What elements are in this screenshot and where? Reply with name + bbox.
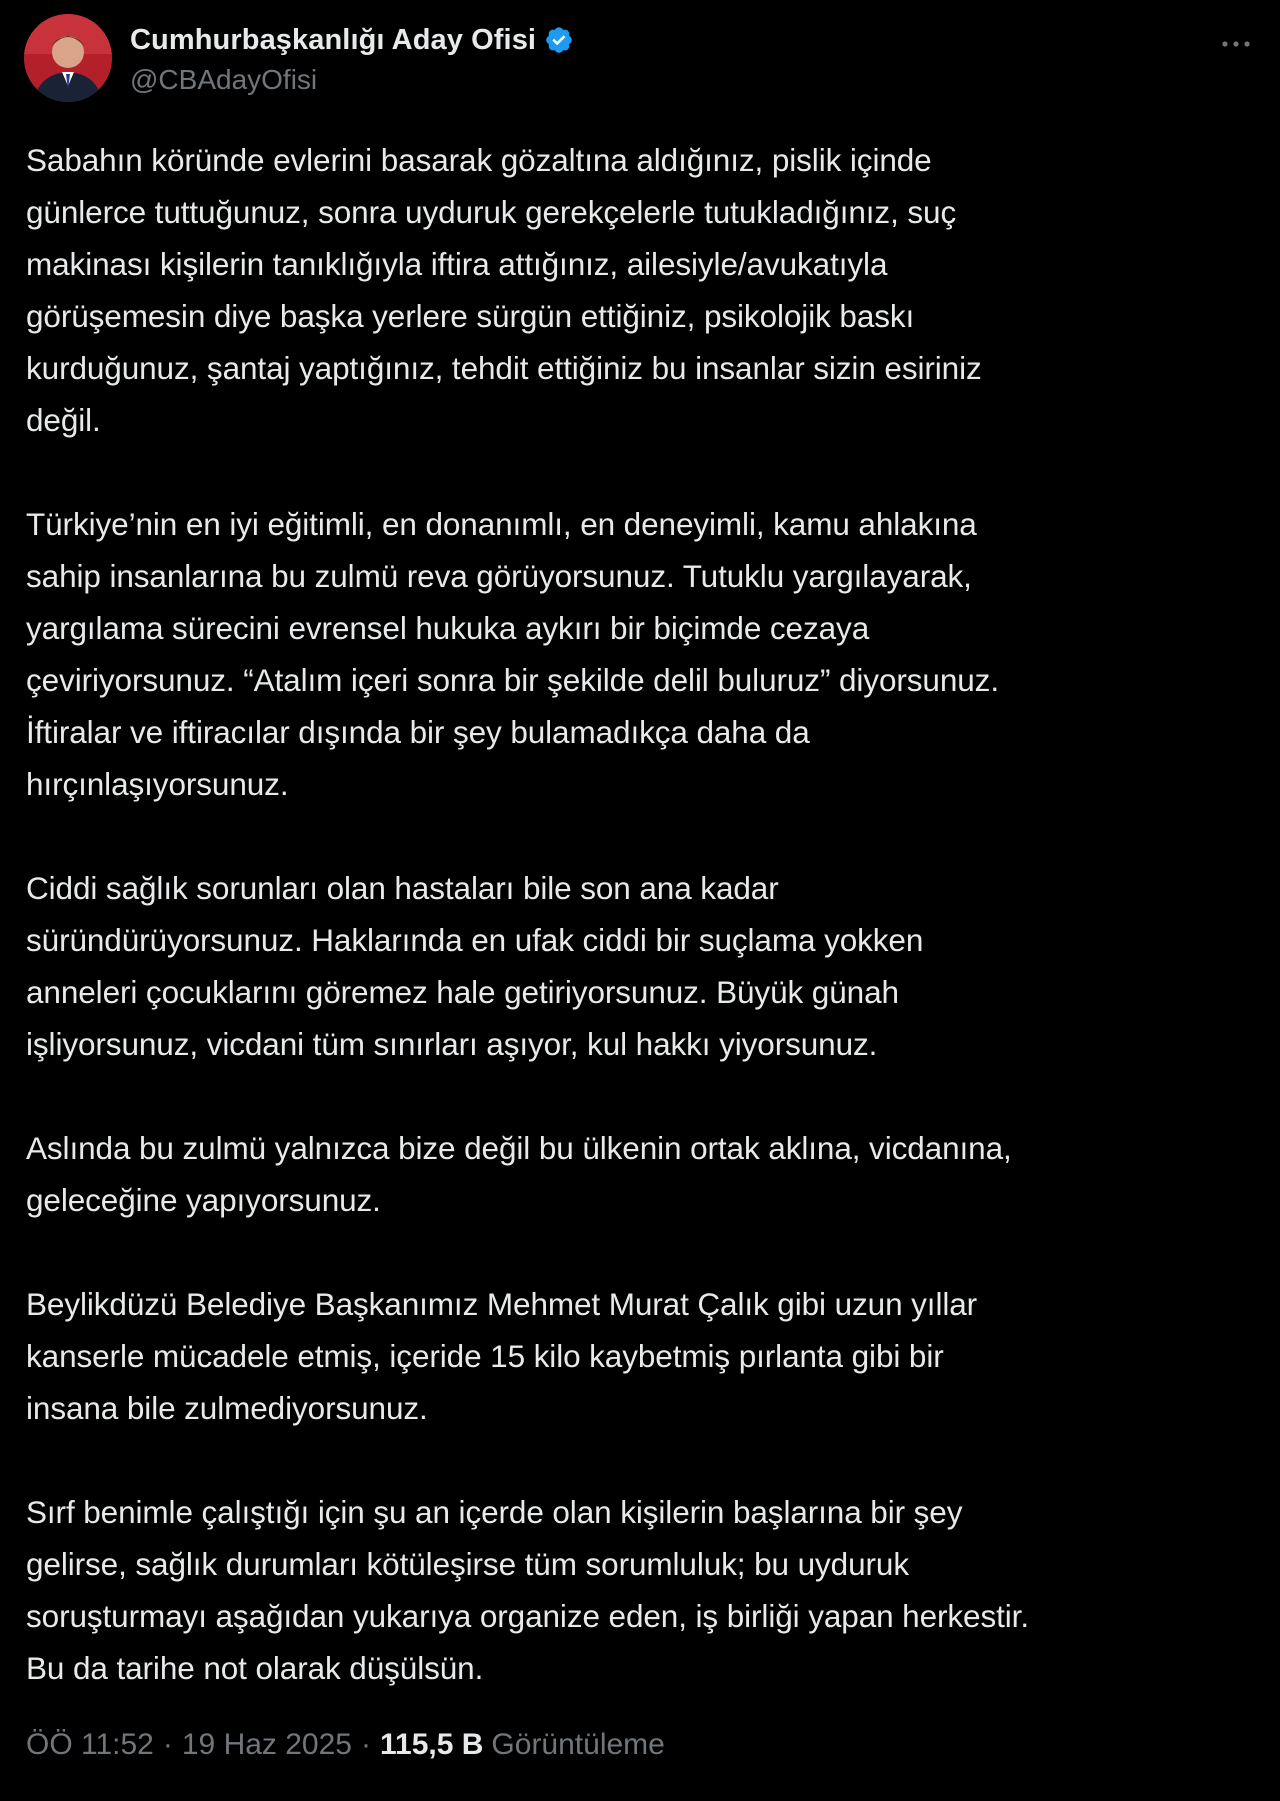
- tweet-paragraph: Sırf benimle çalıştığı için şu an içerde olan kişilerin başlarına bir şey gelirse, sağlık durumları kötüleşirse tüm sorumluluk; bu uyduruk soruşturmayı aşağıdan yukarıya organize eden, iş birliği yapan herkestir. Bu da tarihe not olarak düşülsün.: [26, 1494, 1029, 1686]
- tweet-paragraph: Sabahın köründe evlerini basarak gözaltına aldığınız, pislik içinde günlerce tuttuğunuz, sonra uyduruk gerekçelerle tutukladığınız, suç makinası kişilerin tanıklığıyla iftira attığınız, ailesiyle/avukatıyla görüşemesin diye başka yerlere sürgün ettiğiniz, psikolojik baskı kurduğunuz, şantaj yaptığınız, tehdit ettiğiniz bu insanlar sizin esiriniz değil.: [26, 142, 982, 438]
- verified-badge-icon[interactable]: [544, 25, 574, 55]
- more-dots-icon[interactable]: [1216, 24, 1256, 64]
- meta-separator: ·: [162, 1728, 173, 1761]
- avatar-photo: [24, 14, 112, 102]
- tweet-text: [26, 134, 1256, 1694]
- views-count[interactable]: 115,5 B: [380, 1728, 484, 1761]
- display-name-row: [130, 20, 574, 60]
- tweet-paragraph: Ciddi sağlık sorunları olan hastaları bile son ana kadar süründürüyorsunuz. Haklarında en ufak ciddi bir suçlama yokken anneleri çocuklarını göremez hale getiriyorsunuz. Büyük günah işliyorsunuz, vicdani tüm sınırları aşıyor, kul hakkı yiyorsunuz.: [26, 870, 924, 1062]
- tweet-time[interactable]: ÖÖ 11:52: [26, 1728, 154, 1761]
- author-handle[interactable]: @CBAdayOfisi: [130, 64, 318, 95]
- tweet-header: [24, 14, 1256, 106]
- tweet-paragraph: Aslında bu zulmü yalnızca bize değil bu ülkenin ortak aklına, vicdanına, geleceğine yapıyorsunuz.: [26, 1130, 1012, 1218]
- display-name[interactable]: Cumhurbaşkanlığı Aday Ofisi: [130, 23, 537, 56]
- author-names: [130, 20, 574, 96]
- views-label[interactable]: Görüntüleme: [491, 1728, 665, 1761]
- tweet-paragraph: Beylikdüzü Belediye Başkanımız Mehmet Murat Çalık gibi uzun yıllar kanserle mücadele etmiş, içeride 15 kilo kaybetmiş pırlanta gibi bir insana bile zulmediyorsunuz.: [26, 1286, 978, 1426]
- tweet-paragraph: Türkiye’nin en iyi eğitimli, en donanımlı, en deneyimli, kamu ahlakına sahip insanlarına bu zulmü reva görüyorsunuz. Tutuklu yargılayarak, yargılama sürecini evrensel hukuka aykırı bir biçimde cezaya çeviriyorsunuz. “Atalım içeri sonra bir şekilde delil buluruz” diyorsunuz. İftiralar ve iftiracılar dışında bir şey bulamadıkça daha da hırçınlaşıyorsunuz.: [26, 506, 999, 802]
- tweet-meta: [26, 1728, 665, 1762]
- avatar[interactable]: [24, 14, 112, 102]
- meta-separator: ·: [361, 1728, 371, 1761]
- tweet-date[interactable]: 19 Haz 2025: [181, 1728, 352, 1761]
